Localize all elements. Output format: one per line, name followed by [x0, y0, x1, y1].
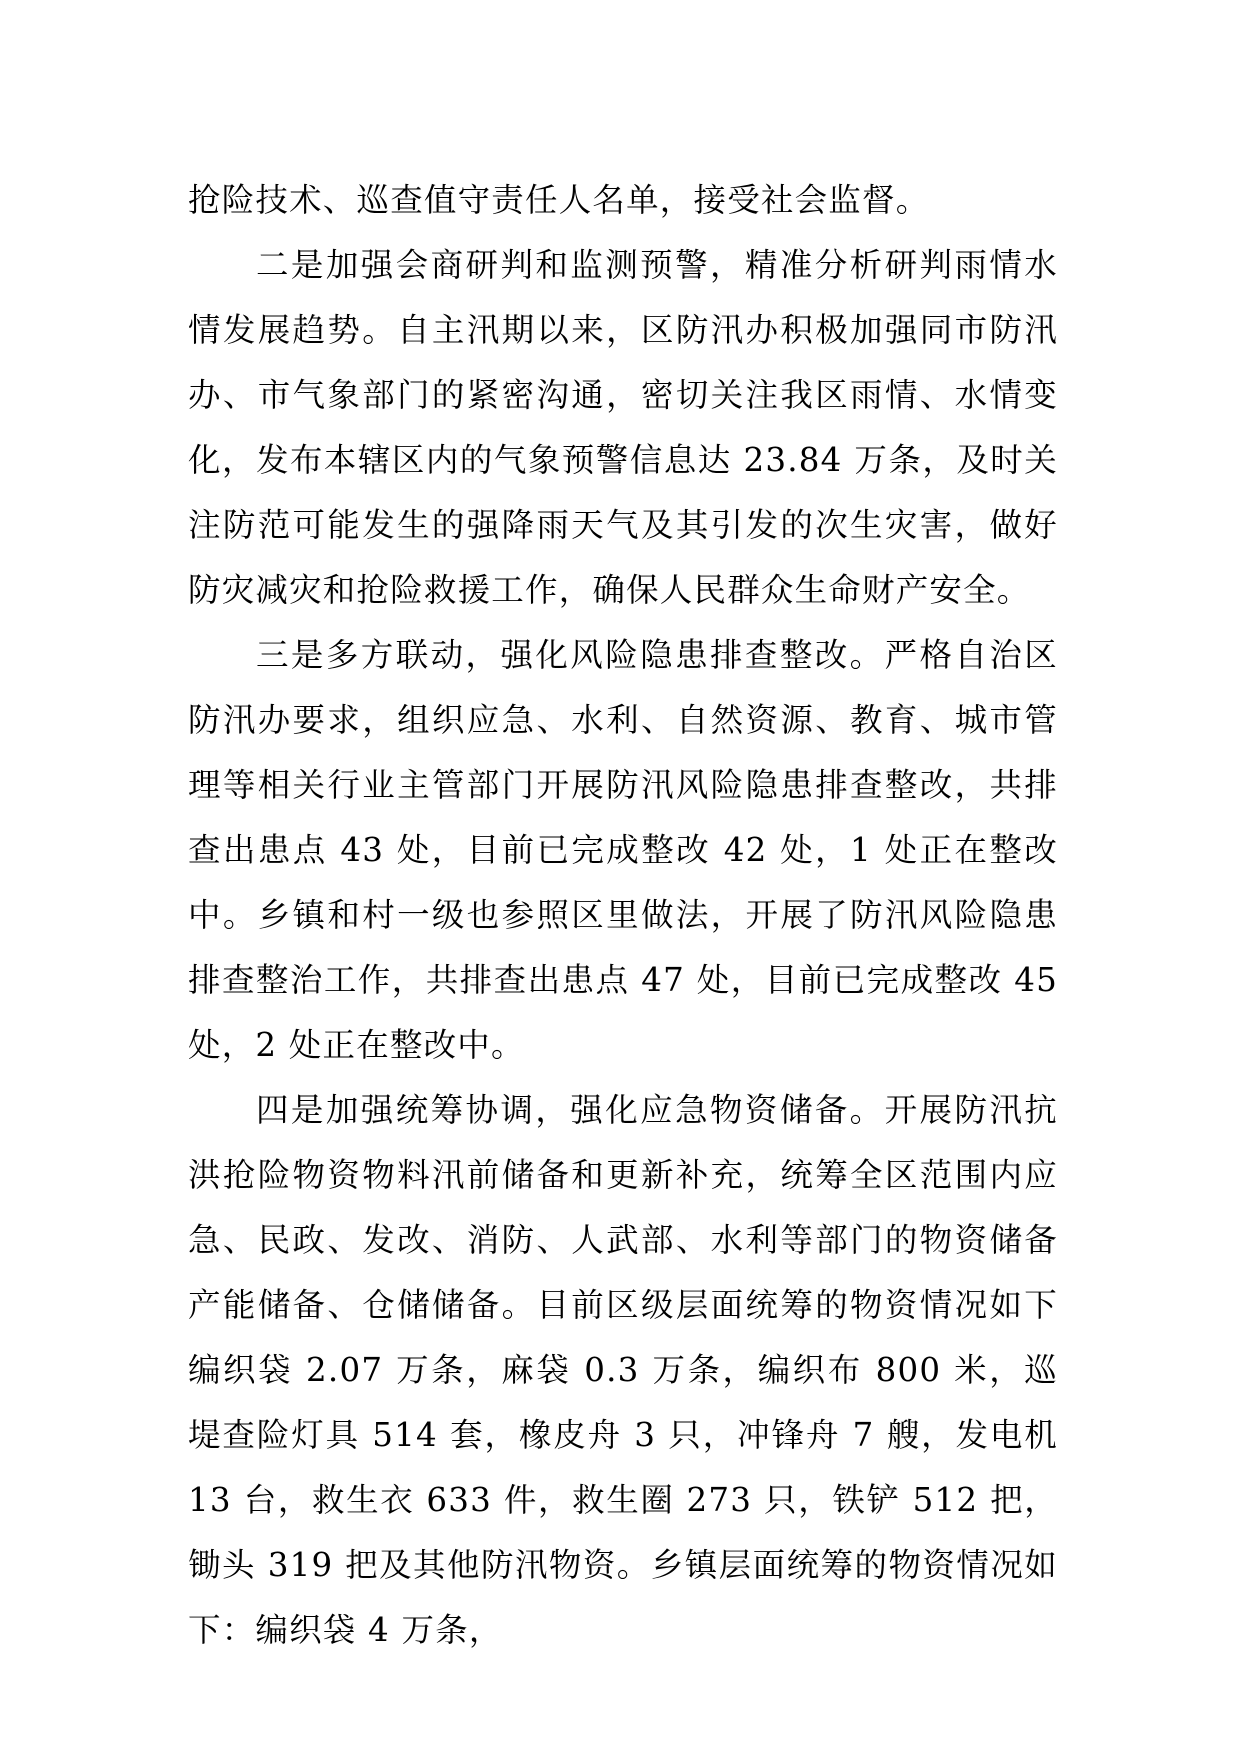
document-body: [188, 168, 1058, 1663]
paragraph-2: 二是加强会商研判和监测预警，精准分析研判雨情水情发展趋势。自主汛期以来，区防汛办积极加强同市防汛办、市气象部门的紧密沟通，密切关注我区雨情、水情变化，发布本辖区内的气象预警信息达 23.84 万条，及时关注防范可能发生的强降雨天气及其引发的次生灾害，做好防灾减灾和抢险救援工作，确保人民群众生命财产安全。: [188, 246, 1058, 609]
paragraph-3: 三是多方联动，强化风险隐患排查整改。严格自治区防汛办要求，组织应急、水利、自然资源、教育、城市管理等相关行业主管部门开展防汛风险隐患排查整改，共排查出患点 43 处，目前已完成整改 42 处，1 处正在整改中。乡镇和村一级也参照区里做法，开展了防汛风险隐患排查整治工作，共排查出患点 47 处，目前已完成整改 45 处，2 处正在整改中。: [188, 636, 1058, 1064]
paragraph-4: 四是加强统筹协调，强化应急物资储备。开展防汛抗洪抢险物资物料汛前储备和更新补充，统筹全区范围内应急、民政、发改、消防、人武部、水利等部门的物资储备产能储备、仓储储备。目前区级层面统筹的物资情况如下编织袋 2.07 万条，麻袋 0.3 万条，编织布 800 米，巡堤查险灯具 514 套，橡皮舟 3 只，冲锋舟 7 艘，发电机 13 台，救生衣 633 件，救生圈 273 只，铁铲 512 把，锄头 319 把及其他防汛物资。乡镇层面统筹的物资情况如下：编织袋 4 万条，: [188, 1091, 1058, 1649]
paragraph-1: 抢险技术、巡查值守责任人名单，接受社会监督。: [188, 181, 930, 219]
